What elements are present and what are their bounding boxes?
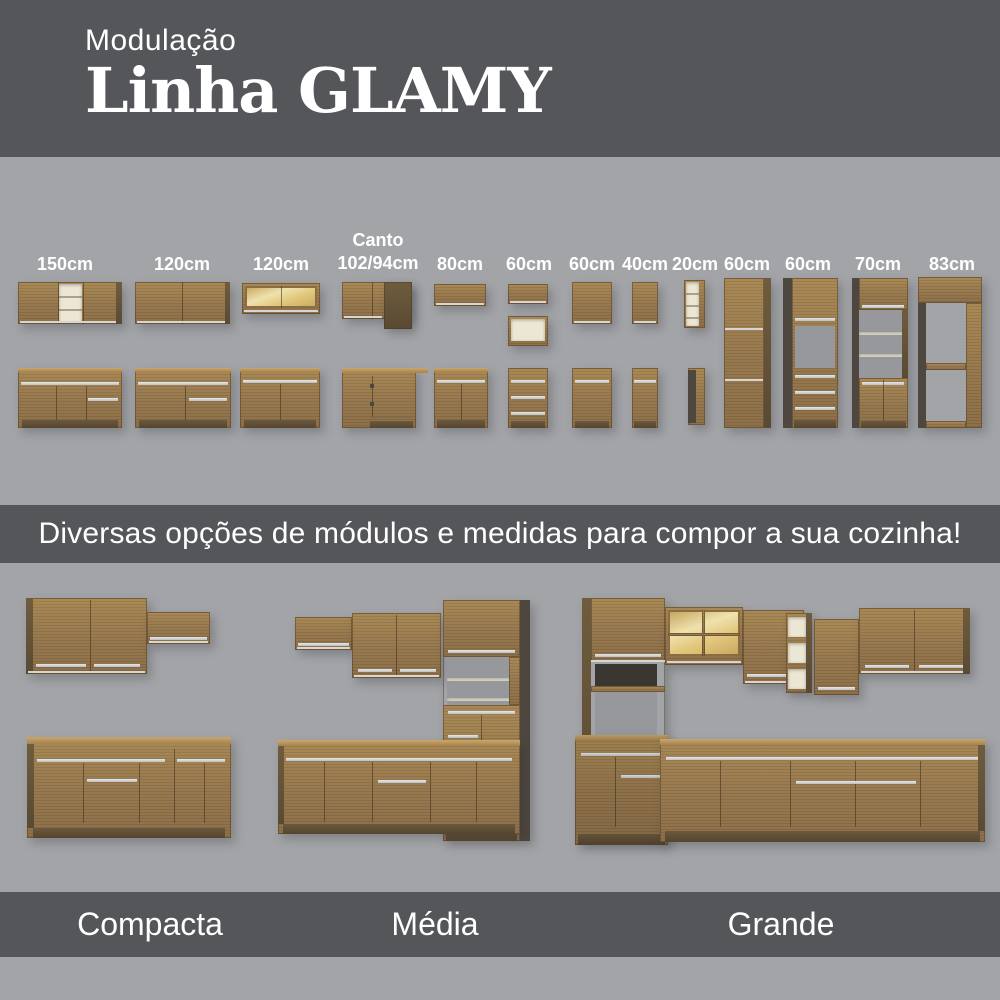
module-40cm-wall-cabinet xyxy=(632,282,658,324)
door-divider xyxy=(56,386,57,420)
handle xyxy=(448,735,478,738)
module-size-label-canto xyxy=(326,229,430,276)
kitchens-section xyxy=(0,563,1000,892)
handle xyxy=(511,380,545,383)
plinth xyxy=(634,421,656,428)
compacta-wall-cabinet xyxy=(26,598,147,674)
door-divider xyxy=(185,386,186,420)
grande-wall-cabinet-2 xyxy=(814,619,859,695)
handle xyxy=(37,759,165,762)
shelf xyxy=(59,309,82,311)
door-divider xyxy=(281,286,282,308)
door-divider xyxy=(920,761,921,827)
module-canto-wall-wing xyxy=(384,282,412,329)
door-divider xyxy=(324,762,325,822)
plinth xyxy=(794,420,836,428)
door-divider xyxy=(139,763,140,823)
pantry-doors xyxy=(724,278,764,428)
door-divider xyxy=(720,761,721,827)
footer-labels xyxy=(0,892,1000,957)
bottom-edge xyxy=(861,671,963,673)
module-size-label: 70cm xyxy=(854,254,902,274)
handle xyxy=(725,379,763,381)
back-edge xyxy=(902,310,908,378)
handle xyxy=(448,711,515,714)
door-divider xyxy=(883,380,884,422)
handle xyxy=(510,301,546,303)
module-40cm-base-cabinet xyxy=(632,368,658,428)
banner xyxy=(0,505,1000,563)
canto-size: 102/94cm xyxy=(337,253,419,274)
media-wall-cabinet-small xyxy=(295,617,352,650)
hinge xyxy=(370,402,374,406)
module-120cm-base-cabinet-2 xyxy=(240,368,320,428)
handle xyxy=(400,669,436,672)
shelf xyxy=(859,332,908,335)
handle xyxy=(865,665,909,668)
handle xyxy=(189,398,227,401)
plinth xyxy=(370,421,413,428)
handle xyxy=(177,759,225,762)
shelf xyxy=(447,698,516,701)
door-divider xyxy=(461,384,462,420)
handle xyxy=(20,321,116,323)
countertop xyxy=(27,737,231,744)
shelf xyxy=(686,293,699,295)
open-side xyxy=(688,370,696,423)
grande-corner-shelf xyxy=(786,613,812,693)
drawer-divider xyxy=(372,416,412,418)
cubby xyxy=(788,669,806,689)
countertop xyxy=(18,368,122,372)
plinth xyxy=(665,831,980,842)
side-panel xyxy=(26,598,33,674)
handle xyxy=(137,321,225,323)
module-size-label: 60cm xyxy=(723,254,771,274)
plinth xyxy=(33,828,225,838)
module-size-label: 150cm xyxy=(36,254,94,274)
middle-shelf xyxy=(926,363,966,370)
handle xyxy=(36,664,86,667)
module-60cm-drawer-base xyxy=(508,368,548,428)
plinth xyxy=(861,421,906,428)
plinth xyxy=(511,421,545,428)
bottom-edge xyxy=(667,661,741,663)
module-size-label: 83cm xyxy=(928,254,976,274)
handle xyxy=(574,321,610,323)
handle xyxy=(581,753,661,756)
banner-text: Diversas opções de módulos e medidas para compor a sua cozinha! xyxy=(38,517,962,550)
handle xyxy=(88,398,118,401)
handle xyxy=(511,396,545,399)
open-back xyxy=(859,310,908,378)
side-panel xyxy=(27,744,34,828)
door-divider xyxy=(58,282,59,324)
door-divider xyxy=(372,376,373,418)
side-panel xyxy=(116,282,122,324)
top-cabinet xyxy=(443,600,520,657)
shelf xyxy=(447,678,516,681)
countertop xyxy=(660,739,985,745)
door-divider xyxy=(855,761,856,827)
cubby xyxy=(788,643,806,663)
bottom-shelf xyxy=(926,421,966,428)
edge xyxy=(591,660,665,662)
side-panel xyxy=(852,278,859,428)
right-column xyxy=(966,303,982,428)
countertop xyxy=(575,735,668,741)
shelf-interior xyxy=(686,282,699,326)
module-20cm-open-shelf xyxy=(684,280,705,328)
plinth xyxy=(139,420,227,428)
bottom-edge xyxy=(149,641,208,643)
module-size-label: 60cm xyxy=(568,254,616,274)
handle xyxy=(621,775,661,778)
handle xyxy=(795,407,835,410)
module-size-label: 120cm xyxy=(153,254,211,274)
door-divider xyxy=(83,282,84,324)
handle xyxy=(634,380,656,383)
plinth xyxy=(22,420,118,428)
handle xyxy=(21,382,119,385)
canto-prefix: Canto xyxy=(352,230,404,250)
side-panel xyxy=(764,278,771,428)
kitchen-label-media: Média xyxy=(391,906,479,942)
grande-wall-cabinet-3 xyxy=(859,608,970,674)
handle xyxy=(150,637,207,640)
module-150cm-wall-cabinet xyxy=(18,282,122,324)
handle xyxy=(818,687,855,690)
handle xyxy=(575,380,609,383)
module-60cm-open-niche xyxy=(508,316,548,346)
module-120cm-base-cabinet xyxy=(135,368,231,428)
module-150cm-base-cabinet xyxy=(18,368,122,428)
countertop xyxy=(135,368,231,372)
side-panel xyxy=(278,746,284,824)
side-panel xyxy=(783,278,792,428)
module-size-label: 60cm xyxy=(505,254,553,274)
handle xyxy=(725,328,763,330)
niche-interior xyxy=(511,319,545,341)
handle xyxy=(919,665,964,668)
handle xyxy=(244,310,318,312)
open-shelf-interior xyxy=(59,284,82,322)
module-60cm-oven-tower xyxy=(783,278,838,428)
shelf xyxy=(859,354,908,357)
side-panel xyxy=(806,613,812,693)
plinth xyxy=(575,421,609,428)
media-base-cabinet xyxy=(278,740,520,834)
module-83cm-open-frame xyxy=(918,277,982,428)
door-divider xyxy=(615,757,616,827)
module-60cm-base-cabinet xyxy=(572,368,612,428)
microwave-niche xyxy=(595,664,657,686)
handle xyxy=(795,391,835,394)
side-panel xyxy=(520,600,530,841)
module-size-label: 40cm xyxy=(621,254,669,274)
handle xyxy=(666,757,979,760)
handle xyxy=(358,669,392,672)
module-20cm-base xyxy=(688,368,705,425)
oven-niche xyxy=(795,326,835,368)
module-80cm-wall-cabinet xyxy=(434,284,486,306)
bottom-strip xyxy=(0,957,1000,1000)
countertop xyxy=(240,368,320,372)
handle xyxy=(448,650,515,653)
door-divider xyxy=(790,761,791,827)
plinth xyxy=(578,834,665,845)
module-size-label: 120cm xyxy=(252,254,310,274)
plinth xyxy=(244,420,316,428)
cubby xyxy=(788,617,806,637)
module-60cm-wall-cabinet-2 xyxy=(572,282,612,324)
door-divider xyxy=(476,762,477,822)
handle xyxy=(595,654,661,657)
handle xyxy=(634,321,656,323)
media-wall-cabinet xyxy=(352,613,441,678)
door-divider xyxy=(914,610,915,672)
glass-shelf xyxy=(668,633,740,636)
module-120cm-wall-cabinet xyxy=(135,282,230,324)
handle xyxy=(138,382,228,385)
door-divider xyxy=(372,282,373,319)
plinth xyxy=(437,420,485,428)
grande-base-left-run xyxy=(575,735,668,845)
grande-glass-wall-cabinet xyxy=(665,607,743,665)
countertop xyxy=(342,368,428,373)
module-60cm-tall-pantry xyxy=(724,278,771,428)
modules-section xyxy=(0,157,1000,505)
door-divider xyxy=(280,384,281,420)
module-70cm-tall-unit xyxy=(852,278,908,428)
header-kicker: Modulação xyxy=(85,24,237,57)
door-divider xyxy=(182,282,183,324)
door-divider xyxy=(396,615,397,676)
door-divider xyxy=(86,386,87,420)
handle xyxy=(87,779,137,782)
handle xyxy=(298,643,349,646)
bottom-edge xyxy=(28,671,145,673)
module-60cm-wall-cabinet xyxy=(508,284,548,304)
plinth xyxy=(283,824,515,834)
countertop xyxy=(278,740,520,746)
module-80cm-base-cabinet xyxy=(434,368,488,428)
door-divider xyxy=(83,763,84,823)
door-divider xyxy=(372,762,373,822)
side-panel xyxy=(963,608,970,674)
header xyxy=(0,0,1000,157)
door-divider xyxy=(430,762,431,822)
bottom-edge xyxy=(354,675,439,677)
handle xyxy=(94,664,140,667)
handle xyxy=(795,375,835,378)
handle xyxy=(862,305,904,308)
side-panel xyxy=(978,745,985,831)
handle xyxy=(286,758,512,761)
hinge xyxy=(370,384,374,388)
handle xyxy=(795,318,835,321)
compacta-wall-cabinet-small xyxy=(147,612,210,644)
handle xyxy=(796,781,916,784)
module-canto-base-cabinet xyxy=(342,368,416,428)
door-divider xyxy=(174,749,175,823)
compacta-base-cabinet xyxy=(27,737,231,838)
shelf xyxy=(686,317,699,319)
kitchen-label-compacta: Compacta xyxy=(77,906,223,942)
side-frame xyxy=(509,657,520,705)
module-size-label: 80cm xyxy=(436,254,484,274)
handle xyxy=(437,380,485,383)
door-divider xyxy=(204,763,205,823)
handle xyxy=(436,303,484,305)
page-title: Linha GLAMY xyxy=(85,54,551,127)
top-cabinet xyxy=(591,598,665,661)
countertop xyxy=(434,368,488,372)
shelf xyxy=(686,305,699,307)
kitchen-label-grande: Grande xyxy=(727,906,835,942)
module-size-label: 60cm xyxy=(784,254,832,274)
bottom-edge xyxy=(297,647,350,649)
top-box xyxy=(918,277,982,303)
handle xyxy=(378,780,426,783)
module-size-label: 20cm xyxy=(671,254,719,274)
grande-base-right-run xyxy=(660,739,985,842)
side-panel xyxy=(225,282,230,324)
handle xyxy=(344,316,382,318)
door-divider xyxy=(90,600,91,672)
handle xyxy=(243,380,317,383)
module-120cm-glass-wall-cabinet xyxy=(242,283,320,314)
handle xyxy=(511,412,545,415)
shelf xyxy=(59,296,82,298)
